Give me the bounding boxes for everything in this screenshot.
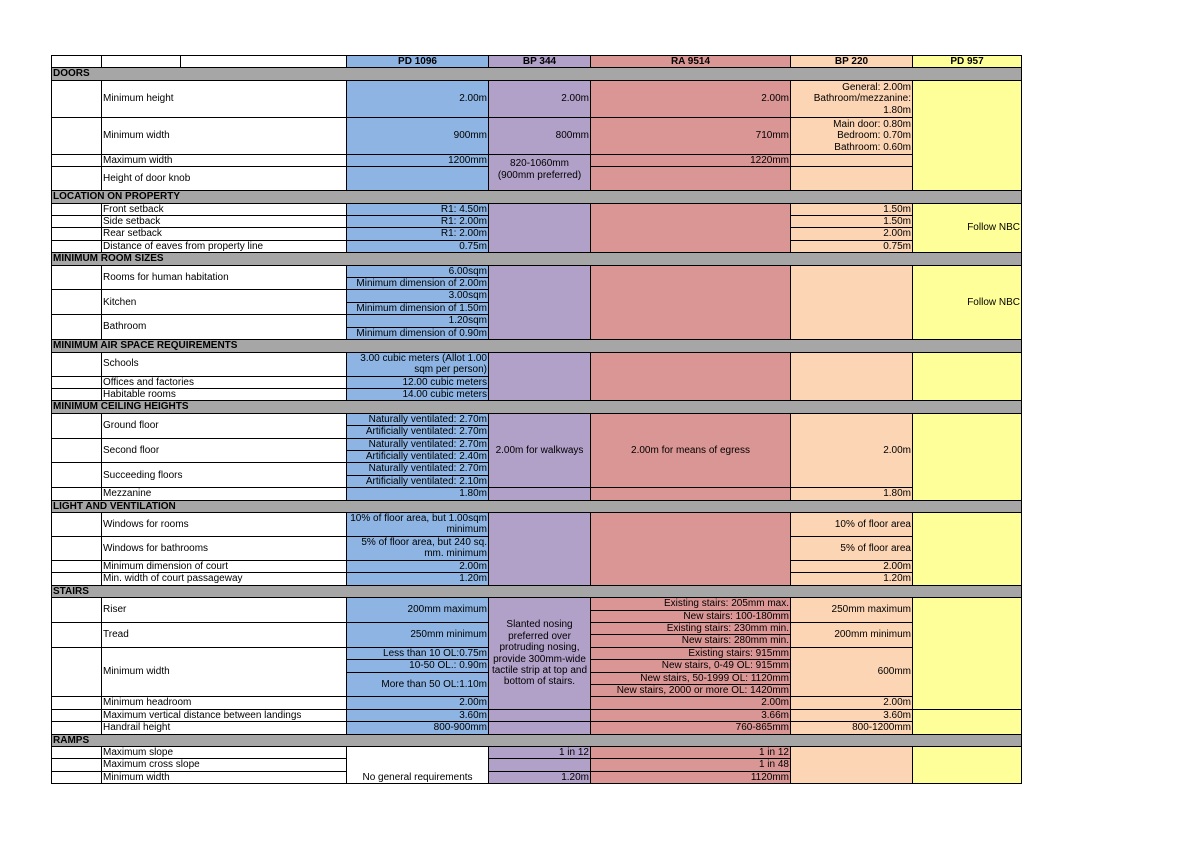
header-blank-c [102,56,347,68]
table-row [52,154,1022,166]
pd1096-cell: 900mm [347,117,489,154]
cell-line: New stairs, 2000 or more OL: 1420mm [616,685,789,697]
pd1096-cell: 2.00m [347,560,489,572]
row-label: Schools [102,352,347,376]
row-label: Tread [102,623,347,648]
pd1096-cell: 3.60m [347,709,489,721]
section-row [52,68,1022,80]
bp344-cell: 2.00m for walkways [489,413,591,487]
bp344-cell [489,352,591,401]
row-blank [52,413,102,438]
bp220-cell: 2.00m [791,697,913,709]
pd1096-cell [347,352,489,376]
bp220-cell: 250mm maximum [791,598,913,623]
section-row [52,734,1022,746]
section-row [52,585,1022,597]
cell-line: Artificially ventilated: 2.10m [365,475,487,487]
pd957-cell [913,352,1022,401]
cell-line: New stairs: 280mm min. [681,635,789,647]
row-label: Rear setback [102,228,347,240]
pd1096-cell [347,265,489,290]
cell-line: sqm per person) [414,364,487,375]
row-blank [52,352,102,376]
bp220-cell: 1.50m [791,216,913,228]
section-row [52,253,1022,265]
pd1096-cell: 14.00 cubic meters [347,388,489,400]
pd1096-cell: R1: 2.00m [347,216,489,228]
ra9514-cell [591,203,791,253]
ra9514-cell: 3.66m [591,709,791,721]
ra9514-cell [591,265,791,339]
ra9514-cell [591,598,791,623]
row-blank [52,117,102,154]
cell-line: minimum [446,524,487,536]
table-row [52,80,1022,117]
bp344-cell [489,154,591,190]
table-row [52,413,1022,438]
pd1096-cell [347,463,489,488]
section-row [52,500,1022,512]
ra9514-cell: 2.00m [591,697,791,709]
pd1096-cell: 2.00m [347,697,489,709]
row-blank [52,647,102,697]
section-air: MINIMUM AIR SPACE REQUIREMENTS [52,340,1022,352]
cell-line: New stairs: 100-180mm [683,610,789,622]
pd957-cell [913,598,1022,710]
table-row [52,265,1022,290]
bp220-cell [791,352,913,401]
row-blank [52,376,102,388]
cell-line: New stairs, 50-1999 OL: 1120mm [591,673,790,685]
pd1096-cell [347,290,489,315]
row-blank [52,290,102,315]
ra9514-cell: 2.00m [591,80,791,117]
table-row [52,117,1022,154]
row-label: Mezzanine [102,488,347,500]
cell-line: bottom of stairs. [503,676,576,688]
ra9514-cell: 2.00m for means of egress [591,413,791,487]
cell-line: Bathroom: 0.60m [834,141,911,153]
row-blank [52,388,102,400]
header-ra9514: RA 9514 [591,56,791,68]
row-label: Minimum width [102,771,347,783]
ra9514-cell: 1120mm [591,771,791,783]
pd1096-cell: 0.75m [347,240,489,252]
bp344-cell [489,598,591,710]
row-blank [52,216,102,228]
bp344-cell: 2.00m [489,80,591,117]
row-blank [52,722,102,734]
pd1096-cell: 1.20m [347,573,489,585]
pd1096-cell: 800-900mm [347,722,489,734]
section-location: LOCATION ON PROPERTY [52,191,1022,203]
row-label: Minimum width [102,647,347,697]
row-label: Windows for rooms [102,512,347,536]
cell-line: Existing stairs: 205mm max. [591,598,790,610]
row-label: Rooms for human habitation [102,265,347,290]
bp220-cell [791,265,913,339]
pd1096-cell: 1200mm [347,154,489,166]
table-row [52,747,1022,759]
header-blank-b [52,56,102,68]
pd1096-cell [347,438,489,463]
section-stairs: STAIRS [52,585,1022,597]
cell-line: 6.00sqm [347,266,488,278]
ra9514-cell [591,352,791,401]
bp220-cell: 1.80m [791,488,913,500]
header-row [52,56,1022,68]
row-blank [52,438,102,463]
section-row [52,340,1022,352]
cell-line: mm. minimum [424,548,487,560]
header-bp220: BP 220 [791,56,913,68]
cell-line: 10% of floor area, but 1.00sqm [350,513,487,525]
table-row [52,709,1022,721]
bp220-cell: 3.60m [791,709,913,721]
row-blank [52,623,102,648]
cell-line: Minimum dimension of 1.50m [356,302,487,314]
cell-line: 1.20sqm [347,315,488,327]
cell-line: protruding nosing, [499,642,580,654]
pd1096-cell [347,512,489,536]
cell-line: Existing stairs: 230mm min. [591,623,790,635]
cell-line: General: 2.00m [842,81,911,93]
table-row [52,512,1022,536]
row-blank [52,80,102,117]
row-blank [52,463,102,488]
table-row [52,598,1022,623]
ra9514-cell: 760-865mm [591,722,791,734]
row-label: Bathroom [102,315,347,340]
row-label: Height of door knob [102,167,347,191]
row-blank [52,697,102,709]
pd1096-cell: 12.00 cubic meters [347,376,489,388]
pd957-cell [913,512,1022,585]
cell-line: Bedroom: 0.70m [837,130,911,142]
pd1096-cell [347,315,489,340]
bp220-cell [791,747,913,784]
row-blank [52,265,102,290]
ra9514-cell [591,167,791,191]
bp344-cell [489,512,591,585]
header-pd1096: PD 1096 [347,56,489,68]
bp220-cell: 600mm [791,647,913,697]
bp344-cell: 1.20m [489,771,591,783]
row-label: Maximum cross slope [102,759,347,771]
bp344-cell [489,488,591,500]
row-label: Maximum slope [102,747,347,759]
row-label: Windows for bathrooms [102,536,347,560]
section-doors: DOORS [52,68,1022,80]
row-blank [52,203,102,215]
ra9514-cell: 1220mm [591,154,791,166]
header-bp344: BP 344 [489,56,591,68]
bp344-cell: 1 in 12 [489,747,591,759]
bp220-cell [791,117,913,154]
pd1096-cell [347,647,489,697]
cell-line: 3.00sqm [347,290,488,302]
row-blank [52,240,102,252]
section-ceiling: MINIMUM CEILING HEIGHTS [52,401,1022,413]
cell-line: Artificially ventilated: 2.40m [365,450,487,462]
ra9514-cell: 1 in 48 [591,759,791,771]
pd957-cell [913,747,1022,784]
cell-line: Bathroom/mezzanine: [813,93,911,105]
row-label: Succeeding floors [102,463,347,488]
ra9514-cell: 710mm [591,117,791,154]
cell-line: 1.80m [883,104,911,116]
bp220-cell: 200mm minimum [791,623,913,648]
row-label: Minimum height [102,80,347,117]
cell-line: More than 50 OL:1.10m [381,678,487,690]
row-label: Minimum dimension of court [102,560,347,572]
pd1096-cell: No general requirements [347,747,489,784]
row-blank [52,167,102,191]
bp220-cell [791,80,913,117]
cell-line: Naturally ventilated: 2.70m [347,414,488,426]
row-blank [52,747,102,759]
table-row [52,722,1022,734]
bp220-cell [791,154,913,166]
bp220-cell: 2.00m [791,413,913,487]
bp220-cell [791,167,913,191]
cell-line: Main door: 0.80m [833,118,911,130]
pd1096-cell [347,167,489,191]
pd957-cell [913,413,1022,500]
row-blank [52,536,102,560]
row-blank [52,709,102,721]
cell-line: 3.00 cubic meters (Allot 1.00 [360,352,487,364]
row-label: Distance of eaves from property line [102,240,347,252]
pd1096-cell [347,536,489,560]
table-row [52,488,1022,500]
pd1096-cell: R1: 2.00m [347,228,489,240]
table-row [52,203,1022,215]
ra9514-cell: 1 in 12 [591,747,791,759]
row-blank [52,573,102,585]
row-label: Habitable rooms [102,388,347,400]
bp220-cell: 1.50m [791,203,913,215]
cell-line: 820-1060mm [510,158,569,170]
pd957-cell: Follow NBC [913,265,1022,339]
cell-line: Less than 10 OL:0.75m [347,648,488,660]
row-blank [52,771,102,783]
cell-line: (900mm preferred) [497,169,582,181]
row-blank [52,228,102,240]
cell-line: Naturally ventilated: 2.70m [347,463,488,475]
bp220-cell: 5% of floor area [791,536,913,560]
row-blank [52,512,102,536]
pd1096-cell: 2.00m [347,80,489,117]
pd1096-cell: 200mm maximum [347,598,489,623]
cell-line: tactile strip at top and [491,664,588,676]
bp344-cell: 800mm [489,117,591,154]
row-blank [52,560,102,572]
pd1096-cell: R1: 4.50m [347,203,489,215]
cell-line: provide 300mm-wide [493,653,586,665]
cell-line: 10-50 OL.: 0.90m [347,660,488,672]
bp344-cell [489,265,591,339]
row-label: Second floor [102,438,347,463]
row-label: Maximum width [102,154,347,166]
bp344-cell [489,203,591,253]
row-blank [52,154,102,166]
cell-line: New stairs, 0-49 OL: 915mm [591,660,790,672]
header-pd957: PD 957 [913,56,1022,68]
row-label: Riser [102,598,347,623]
section-row [52,191,1022,203]
row-blank [52,315,102,340]
pd1096-cell: 250mm minimum [347,623,489,648]
row-label: Min. width of court passageway [102,573,347,585]
row-label: Maximum vertical distance between landings [102,709,347,721]
row-label: Handrail height [102,722,347,734]
cell-line: Existing stairs: 915mm [591,648,790,660]
row-label: Offices and factories [102,376,347,388]
table-row [52,352,1022,376]
bp220-cell: 10% of floor area [791,512,913,536]
section-light: LIGHT AND VENTILATION [52,500,1022,512]
row-label: Ground floor [102,413,347,438]
row-label: Front setback [102,203,347,215]
pd957-cell: Follow NBC [913,203,1022,253]
row-label: Side setback [102,216,347,228]
bp220-cell: 1.20m [791,573,913,585]
cell-line: preferred over [508,630,571,642]
pd1096-cell [347,413,489,438]
bp344-cell [489,759,591,771]
bp220-cell: 2.00m [791,228,913,240]
cell-line: 5% of floor area, but 240 sq. [361,537,487,549]
building-code-comparison-table [51,55,1022,784]
pd1096-cell: 1.80m [347,488,489,500]
section-ramps: RAMPS [52,734,1022,746]
ra9514-cell [591,488,791,500]
ra9514-cell [591,512,791,585]
bp344-cell [489,722,591,734]
cell-line: Slanted nosing [506,619,573,631]
row-label: Minimum width [102,117,347,154]
cell-line: Artificially ventilated: 2.70m [365,426,487,438]
row-blank [52,759,102,771]
section-row [52,401,1022,413]
cell-line: Minimum dimension of 2.00m [356,278,487,290]
ra9514-cell [591,623,791,648]
row-blank [52,598,102,623]
bp220-cell: 800-1200mm [791,722,913,734]
pd957-cell [913,709,1022,734]
bp344-cell [489,709,591,721]
cell-line: Naturally ventilated: 2.70m [347,439,488,451]
pd957-cell [913,80,1022,190]
row-blank [52,488,102,500]
bp220-cell: 2.00m [791,560,913,572]
bp220-cell: 0.75m [791,240,913,252]
row-label: Kitchen [102,290,347,315]
cell-line: Minimum dimension of 0.90m [356,327,487,339]
row-label: Minimum headroom [102,697,347,709]
ra9514-cell [591,647,791,697]
section-rooms: MINIMUM ROOM SIZES [52,253,1022,265]
